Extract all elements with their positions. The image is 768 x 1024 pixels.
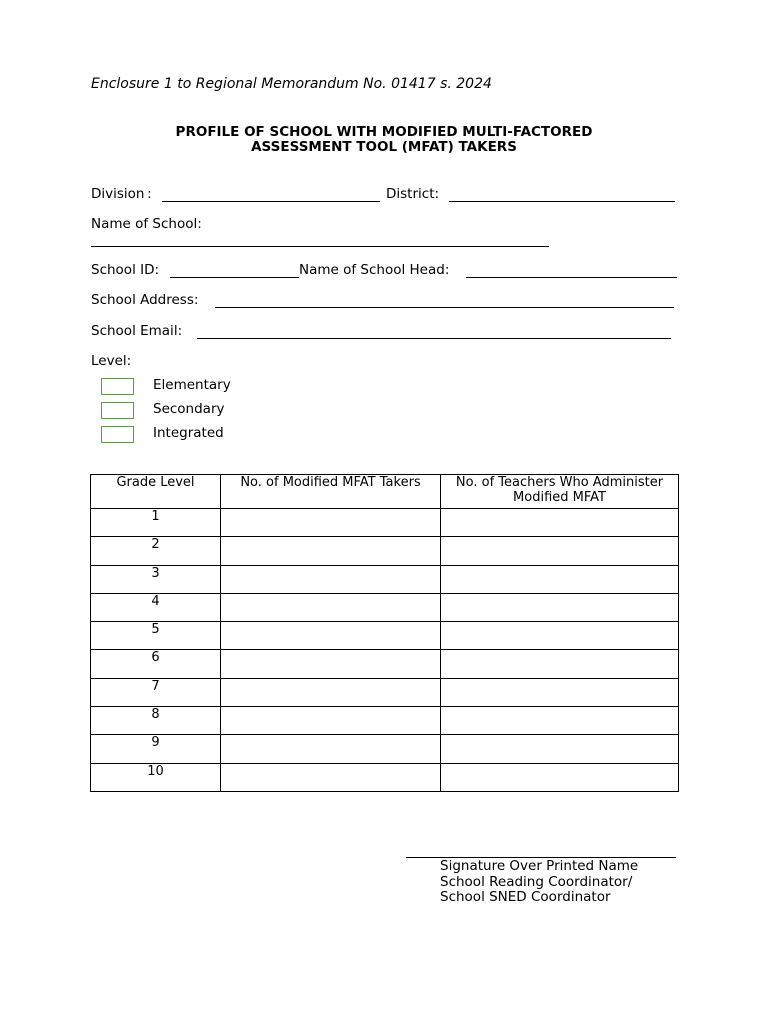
table-row	[91, 509, 679, 537]
grade-level-cell: 2	[91, 537, 221, 565]
form-title-line-2: ASSESSMENT TOOL (MFAT) TAKERS	[251, 139, 517, 155]
mfat-takers-cell[interactable]	[221, 735, 441, 763]
school-email-label: School Email:	[91, 323, 183, 339]
table-row	[91, 735, 679, 763]
mfat-takers-cell[interactable]	[221, 593, 441, 621]
school-name-label: Name of School:	[91, 216, 202, 232]
teachers-administer-header: No. of Teachers Who Administer Modified MFAT	[441, 475, 679, 509]
mfat-takers-cell[interactable]	[221, 509, 441, 537]
teachers-administer-cell[interactable]	[441, 678, 679, 706]
signature-caption: Signature Over Printed Name	[440, 858, 639, 874]
school-email-field-line[interactable]	[197, 338, 671, 339]
grade-level-header: Grade Level	[91, 475, 221, 509]
grade-level-cell: 10	[91, 763, 221, 791]
mfat-takers-cell[interactable]	[221, 537, 441, 565]
table-header-row	[91, 475, 679, 509]
district-label: District:	[386, 186, 440, 202]
grade-level-cell: 9	[91, 735, 221, 763]
grade-level-cell: 1	[91, 509, 221, 537]
integrated-option-label: Integrated	[153, 425, 224, 441]
mfat-takers-cell[interactable]	[221, 678, 441, 706]
table-row	[91, 763, 679, 791]
school-name-field-line[interactable]	[91, 246, 549, 247]
grade-level-cell: 8	[91, 707, 221, 735]
mfat-takers-cell[interactable]	[221, 565, 441, 593]
secondary-checkbox[interactable]	[101, 402, 134, 419]
grade-level-cell: 3	[91, 565, 221, 593]
grade-level-cell: 4	[91, 593, 221, 621]
school-id-field-line[interactable]	[170, 277, 299, 278]
grade-level-cell: 6	[91, 650, 221, 678]
school-address-field-line[interactable]	[215, 307, 674, 308]
enclosure-reference: Enclosure 1 to Regional Memorandum No. 01417 s. 2024	[91, 76, 492, 92]
teachers-administer-cell[interactable]	[441, 622, 679, 650]
division-label: Division :	[91, 186, 152, 202]
table-row	[91, 650, 679, 678]
division-field-line[interactable]	[162, 201, 380, 202]
teachers-administer-cell[interactable]	[441, 763, 679, 791]
signature-role-1: School Reading Coordinator/	[440, 873, 633, 890]
grade-level-cell: 5	[91, 622, 221, 650]
school-head-label: Name of School Head:	[299, 262, 450, 278]
secondary-option-label: Secondary	[153, 401, 225, 417]
table-row	[91, 593, 679, 621]
signature-block	[440, 859, 638, 906]
teachers-administer-cell[interactable]	[441, 650, 679, 678]
mfat-takers-header: No. of Modified MFAT Takers	[221, 475, 441, 509]
integrated-checkbox[interactable]	[101, 426, 134, 443]
mfat-takers-cell[interactable]	[221, 763, 441, 791]
form-title	[91, 125, 677, 155]
mfat-takers-cell[interactable]	[221, 622, 441, 650]
district-field-line[interactable]	[449, 201, 675, 202]
table-row	[91, 537, 679, 565]
signature-role-2: School SNED Coordinator	[440, 889, 611, 905]
teachers-administer-cell[interactable]	[441, 707, 679, 735]
teachers-administer-cell[interactable]	[441, 735, 679, 763]
teachers-administer-cell[interactable]	[441, 565, 679, 593]
level-label: Level:	[91, 353, 132, 369]
mfat-takers-cell[interactable]	[221, 650, 441, 678]
school-address-label: School Address:	[91, 292, 199, 308]
school-head-field-line[interactable]	[466, 277, 677, 278]
teachers-administer-cell[interactable]	[441, 593, 679, 621]
mfat-takers-cell[interactable]	[221, 707, 441, 735]
table-row	[91, 707, 679, 735]
table-row	[91, 622, 679, 650]
elementary-option-label: Elementary	[153, 377, 231, 393]
form-title-line-1: PROFILE OF SCHOOL WITH MODIFIED MULTI-FACTORED	[175, 124, 593, 140]
elementary-checkbox[interactable]	[101, 378, 134, 395]
table-row	[91, 565, 679, 593]
school-id-label: School ID:	[91, 262, 160, 278]
teachers-administer-cell[interactable]	[441, 537, 679, 565]
grade-level-table	[90, 474, 679, 792]
table-row	[91, 678, 679, 706]
teachers-administer-cell[interactable]	[441, 509, 679, 537]
grade-level-cell: 7	[91, 678, 221, 706]
